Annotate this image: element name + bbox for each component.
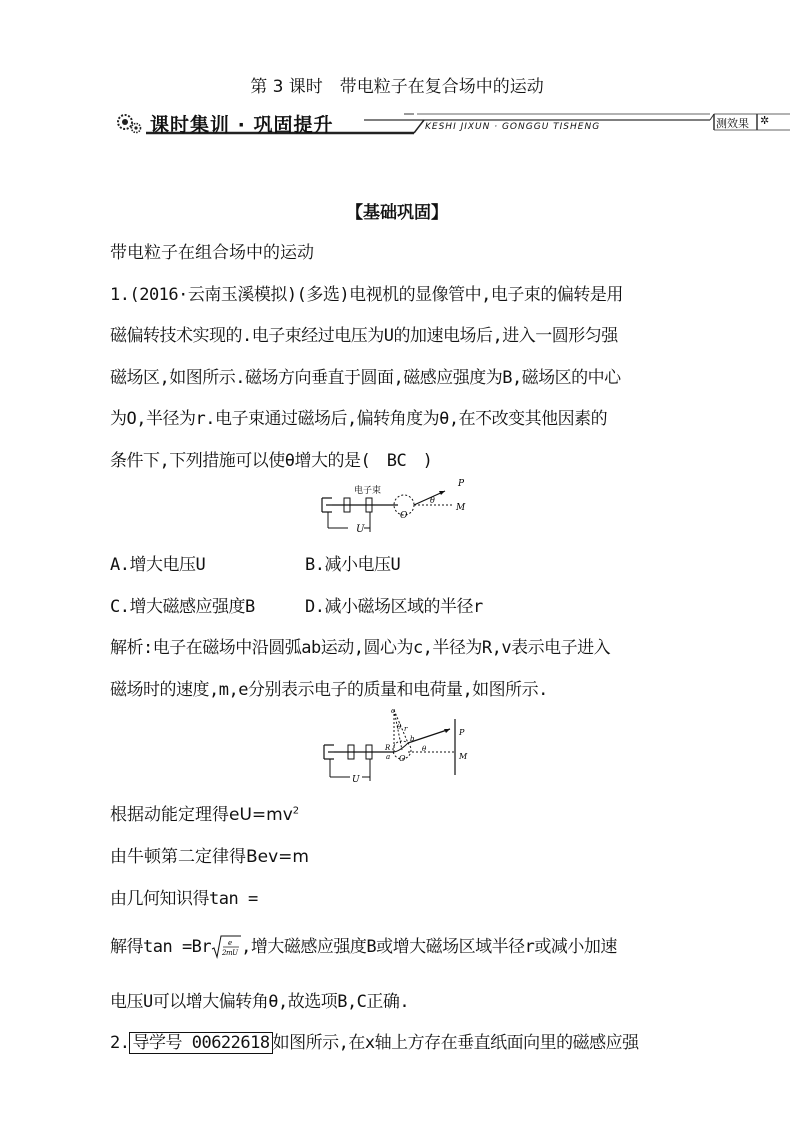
step-4: [110, 932, 617, 959]
flower-icon: ✲: [760, 114, 770, 127]
step-5: 电压U可以增大偏转角θ,故选项B,C正确.: [110, 992, 410, 1012]
analysis-line-2: 磁场时的速度,m,e分别表示电子的质量和电荷量,如图所示.: [110, 680, 548, 700]
step-1-sup: 2: [292, 805, 300, 817]
frac-denominator: 2mU: [222, 949, 238, 957]
option-a: A.增大电压U: [110, 555, 206, 575]
question-2-line: [110, 1028, 639, 1053]
fig2-label-p: P: [459, 728, 465, 737]
fig2-label-theta-2: θ: [422, 745, 427, 753]
fig2-label-theta-1: θ: [397, 723, 402, 731]
fig2-label-u: U: [352, 775, 360, 785]
banner-label: 课时集训 · 巩固提升: [150, 114, 334, 136]
step-2: 由牛顿第二定律得Bev=m: [110, 847, 309, 867]
step-3: 由几何知识得tan =: [110, 889, 258, 909]
fig1-label-p: P: [458, 479, 465, 489]
sqrt-sign: [211, 935, 241, 959]
analysis-line-1: 解析:电子在磁场中沿圆弧ab运动,圆心为c,半径为R,v表示电子进入: [110, 638, 611, 658]
fig2-label-c: c: [391, 707, 395, 715]
fig1-label-u: U: [356, 524, 365, 535]
fig1-label-theta: θ: [430, 496, 435, 505]
fig2-label-a: a: [386, 753, 391, 761]
fig2-label-r: r: [404, 725, 408, 733]
frac-numerator: e: [228, 939, 232, 947]
q2-number: 2.: [110, 1033, 130, 1053]
q1-line-1: 1.(2016·云南玉溪模拟)(多选)电视机的显像管中,电子束的偏转是用: [110, 285, 623, 305]
section-heading: 【基础巩固】: [346, 203, 448, 223]
figure-analysis-diagram: [322, 705, 472, 787]
fig1-label-m: M: [456, 503, 466, 513]
sqrt-expression: [211, 935, 241, 959]
banner-pinyin: KESHI JIXUN · GONGGU TISHENG: [425, 122, 601, 132]
q1-line-4: 为O,半径为r.电子束通过磁场后,偏转角度为θ,在不改变其他因素的: [110, 409, 608, 429]
fig1-label-o: O: [400, 511, 408, 521]
q2-tag[interactable]: 导学号 00622618: [129, 1032, 272, 1054]
q1-line-3: 磁场区,如图所示.磁场方向垂直于圆面,磁感应强度为B,磁场区的中心: [110, 368, 621, 388]
fig2-label-R: R: [385, 744, 391, 752]
option-c: C.增大磁感应强度B: [110, 597, 255, 617]
figure-crt-diagram: [320, 476, 480, 536]
fig1-label-beam: 电子束: [354, 486, 382, 496]
option-d: D.减小磁场区域的半径r: [305, 597, 483, 617]
fig2-label-b: b: [410, 735, 415, 743]
option-b: B.减小电压U: [305, 555, 401, 575]
step-1: [110, 800, 299, 825]
step-4-post: ,增大磁感应强度B或增大磁场区域半径r或减小加速: [241, 937, 617, 957]
q2-text: 如图所示,在x轴上方存在垂直纸面向里的磁感应强: [272, 1033, 639, 1053]
fig2-label-m: M: [459, 752, 468, 761]
gear-icon: [118, 115, 141, 133]
step-4-pre: 解得tan =Br: [110, 937, 212, 957]
page-title: 第 3 课时 带电粒子在复合场中的运动: [250, 77, 544, 97]
banner-right-label: 测效果: [716, 117, 749, 130]
fig2-label-o: O: [399, 754, 406, 763]
q1-line-2: 磁偏转技术实现的.电子束经过电压为U的加速电场后,进入一圆形匀强: [110, 326, 618, 346]
q1-line-5: 条件下,下列措施可以使θ增大的是( BC ): [110, 451, 433, 471]
step-1-text: 根据动能定理得eU=mv: [110, 805, 293, 825]
topic-line: 带电粒子在组合场中的运动: [110, 243, 314, 263]
